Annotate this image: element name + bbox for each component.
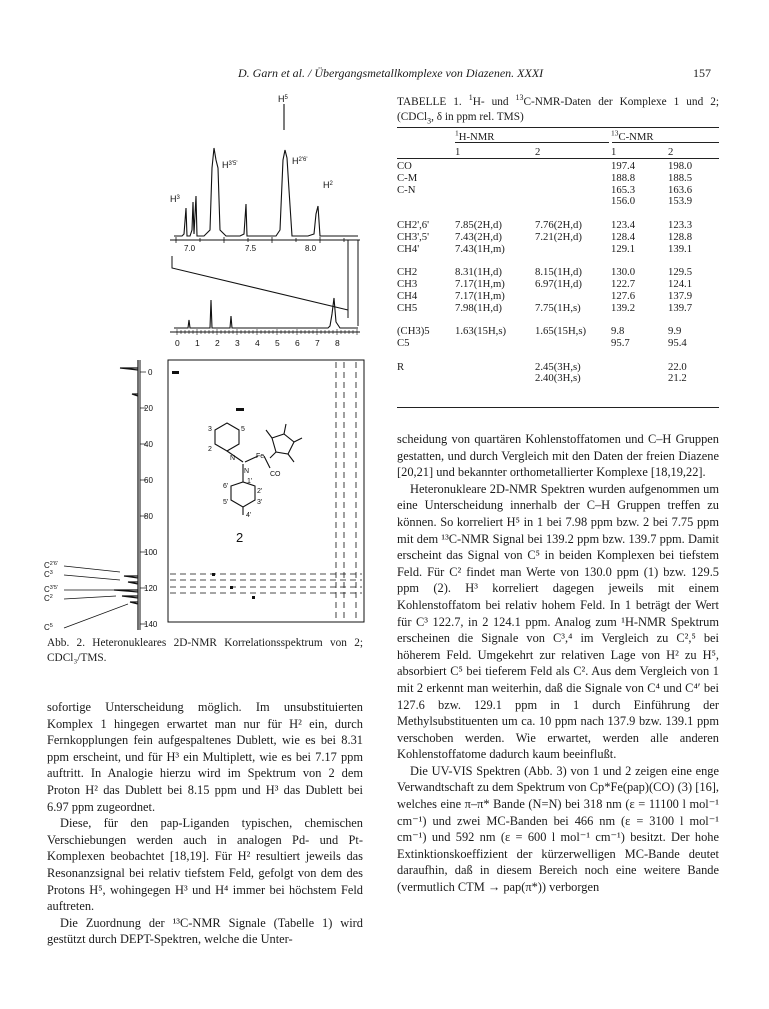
- paragraph: Heteronukleare 2D-NMR Spektren wurden aufgenommen um eine Unterscheidung innerhalb der C–H Gruppen treffen zu können. So korreliert H⁵ in 1 bei 7.98 ppm bzw. 2 bei 7.75 ppm mit dem ¹³C-NMR Signal bei 139.2 ppm bzw. 139.7 ppm. Damit erscheint das Signal von C⁵ in beiden Komplexen bei tiefstem Feld. Für C² findet man Werte von 130.0 ppm (1) bzw. 129.5 ppm (2). H³ korreliert dagegen jeweils mit einem Kohlenstoffatom bei relativ hohem Feld. In 1 beträgt der Wert für C³ 122.7, in 2 124.1 ppm. Analog zum ¹H-NMR Spektrum erscheinen die Signale von C³,⁴ im Vergleich zu C²,⁵ bei höherem Feld. Umgekehrt zur relativen Lage von H² zu H⁵, absorbiert C⁵ bei tieferem Feld als C². Aus dem Vergleich von 1 mit 2 erkennt man weiterhin, daß die Signale von C⁴ und C⁴′ bei 127.6 bzw. 129.1 ppm in 1 durch Einführung der Methylsubstituenten um ca. 10 ppm nach 137.9 bzw. 139.1 ppm verschoben werden. Wie erwartet, werden alle anderen Kohlenstoffatome dadurch kaum beeinflußt.: [397, 481, 719, 762]
- table-row: [397, 373, 719, 385]
- svg-text:3': 3': [257, 499, 263, 506]
- paragraph: sofortige Unterscheidung möglich. Im unsubstituierten Komplex 1 hingegen erwartet man nur für H² ein, durch Fernkopplungen fein aufgespaltenes Dublett, wie es bei 8.31 ppm erscheint, und für H³ ein Multiplett, wie es bei 7.17 ppm auftritt. In Analogie hierzu wird im Spektrum von 2 dem Proton H² das Dublett bei 8.15 ppm und H³ das Dublett bei 6.97 ppm zugeordnet.: [47, 700, 363, 814]
- svg-text:C2'6': $C^{2'6'}$: [44, 561, 58, 570]
- right-column-text: [397, 431, 719, 896]
- peak-label-h5: $H^5$: [278, 94, 288, 104]
- row-label: C-N: [397, 183, 416, 196]
- nmr-figure-svg: [40, 90, 370, 635]
- svg-text:60: 60: [144, 476, 153, 485]
- table-cell: 7.21(2H,d): [535, 230, 582, 243]
- svg-text:4: 4: [255, 338, 260, 348]
- full-spectrum-trace: [174, 298, 358, 328]
- svg-text:5: 5: [275, 338, 280, 348]
- carbon-label-leaders: [64, 566, 128, 628]
- table-cell: 139.7: [668, 301, 693, 314]
- table-cell: 7.98(1H,d): [455, 301, 502, 314]
- table-cell: [611, 350, 668, 362]
- table-cell: 188.5: [668, 171, 693, 184]
- table-cell: 2.40(3H,s): [535, 372, 581, 385]
- table-cell: 137.9: [668, 289, 693, 302]
- table-cell: 198.0: [668, 160, 693, 172]
- table-cell: [611, 362, 668, 374]
- svg-text:8: 8: [335, 338, 340, 348]
- table-cell: [455, 196, 535, 208]
- nmr-figure: [40, 90, 370, 640]
- table-cell: 163.6: [668, 183, 693, 196]
- svg-text:1': 1': [247, 478, 253, 485]
- table-body: [397, 161, 719, 385]
- peak-label-h3: $H^3$: [170, 194, 180, 204]
- svg-text:140: 140: [144, 620, 158, 629]
- svg-text:C3: $C^3$: [44, 570, 53, 579]
- table-cell: 1.65(15H,s): [535, 325, 587, 338]
- peak-label-h2: $H^2$: [323, 180, 333, 190]
- row-label: [397, 196, 455, 208]
- expanded-tick-1: 7.0: [184, 244, 196, 253]
- table-cell: [535, 291, 611, 303]
- table-cell: 129.1: [611, 242, 636, 255]
- svg-text:C3'5': $C^{3'5'}$: [44, 585, 58, 594]
- table-cell: 139.2: [611, 301, 636, 314]
- table-row: [397, 350, 719, 362]
- table-cell: 7.85(2H,d): [455, 218, 502, 231]
- contour-plot-frame: [168, 360, 364, 622]
- table-cell: 122.7: [611, 277, 636, 290]
- table-row: [397, 338, 719, 350]
- row-label: CO: [397, 160, 412, 172]
- table-caption: TABELLE 1. $^1$H- und $^{13}$C-NMR-Daten der Komplexe 1 und 2; (CDCl$_3$, δ in ppm rel. TMS): [397, 93, 719, 125]
- row-label: CH5: [397, 301, 418, 314]
- table-cell: 127.6: [611, 289, 636, 302]
- svg-text:2: 2: [208, 446, 212, 453]
- svg-text:1: 1: [195, 338, 200, 348]
- page-number: 157: [693, 66, 711, 80]
- table-cell: [535, 196, 611, 208]
- table-row: [397, 291, 719, 303]
- table-cell: 153.9: [668, 195, 693, 208]
- table-row: [397, 279, 719, 291]
- svg-text:3: 3: [208, 426, 212, 433]
- svg-text:3: 3: [235, 338, 240, 348]
- svg-text:6': 6': [223, 483, 229, 490]
- table-cell: 139.1: [668, 242, 693, 255]
- table-cell: [535, 173, 611, 185]
- table-cell: [455, 350, 535, 362]
- table-row: [397, 244, 719, 256]
- svg-text:4': 4': [246, 512, 252, 519]
- subcol-h2: 2: [535, 146, 541, 159]
- cross-peaks: [172, 371, 255, 599]
- page-header: [0, 66, 769, 84]
- table-cell: 7.76(2H,d): [535, 218, 582, 231]
- bottom-axis-tick-labels: [175, 338, 340, 348]
- table-top-rule: [397, 127, 719, 128]
- table-cell: 9.8: [611, 325, 625, 338]
- f1-axis-tick-labels: [144, 368, 158, 629]
- svg-text:N: N: [230, 455, 236, 462]
- table-cell: 8.15(1H,d): [535, 266, 582, 279]
- table-cell: 130.0: [611, 266, 636, 279]
- table-cell: [535, 185, 611, 197]
- carbon-projection-trace: [114, 360, 138, 630]
- paragraph: scheidung von quartären Kohlenstoffatomen und C–H Gruppen gestatten, und durch Vergleich mit den Daten der freien Diazene [20,21] und bekannter orthometallierter Komplexe [18,19,22].: [397, 432, 719, 480]
- table-cell: 7.43(2H,d): [455, 230, 502, 243]
- table-row: [397, 196, 719, 208]
- table-cell: [535, 338, 611, 350]
- row-label: CH2: [397, 266, 418, 279]
- row-label: C-M: [397, 171, 418, 184]
- table-cell: [455, 373, 535, 385]
- row-label: (CH3)5: [397, 325, 430, 338]
- svg-text:0: 0: [148, 368, 153, 377]
- table-cell: [455, 173, 535, 185]
- table-cell: [535, 350, 611, 362]
- table-cell: 2.45(3H,s): [535, 360, 581, 373]
- row-label: C5: [397, 336, 410, 349]
- svg-text:Fe: Fe: [256, 453, 265, 460]
- svg-text:2': 2': [257, 488, 263, 495]
- svg-text:6: 6: [295, 338, 300, 348]
- svg-text:N: N: [244, 468, 250, 475]
- table-cell: 123.4: [611, 218, 636, 231]
- table-cell: 95.7: [611, 336, 630, 349]
- nmr-data-table: [397, 130, 719, 385]
- table-cell: [455, 338, 535, 350]
- expansion-lines: [172, 240, 358, 326]
- svg-text:7: 7: [315, 338, 320, 348]
- table-cell: 197.4: [611, 160, 636, 172]
- svg-text:5: 5: [241, 426, 245, 433]
- svg-text:80: 80: [144, 512, 153, 521]
- proton-spectrum-trace: [174, 148, 358, 236]
- svg-text:C5: $C^5$: [44, 623, 53, 632]
- table-cell: [611, 373, 668, 385]
- table-cell: 21.2: [668, 372, 687, 385]
- svg-text:CO: CO: [270, 471, 281, 478]
- expanded-tick-3: 8.0: [305, 244, 317, 253]
- table-cell: 95.4: [668, 336, 687, 349]
- paragraph: Die UV-VIS Spektren (Abb. 3) von 1 und 2 zeigen eine enge Verwandtschaft zu dem Spektrum von Cp*Fe(pap)(CO) (3) [16], welches eine π–π* Bande (N=N) bei 318 nm (ε = 11100 l mol⁻¹ cm⁻¹) und zwei MC-Banden bei 466 nm (ε = 3100 l mol⁻¹ cm⁻¹) und 592 nm (ε = 600 l mol⁻¹ cm⁻¹) besitzt. Der hohe Extinktionskoeffizient der kürzerwelligen MC-Bande deutet daraufhin, daß in diesem Bereich noch eine weitere Bande (vermutlich CTM → pap(π*)) verborgen: [397, 763, 719, 895]
- table-row: [397, 220, 719, 232]
- svg-text:0: 0: [175, 338, 180, 348]
- carbon-peak-labels: [44, 561, 58, 632]
- svg-text:40: 40: [144, 440, 153, 449]
- table-cell: 7.17(1H,m): [455, 277, 505, 290]
- svg-text:C2: $C^2$: [44, 594, 53, 603]
- table-cell: 188.8: [611, 171, 636, 184]
- row-label: CH4': [397, 242, 420, 255]
- table-cell: 128.4: [611, 230, 636, 243]
- guide-lines: [170, 362, 362, 620]
- c-nmr-header: $^{13}$C-NMR: [611, 128, 654, 143]
- svg-text:100: 100: [144, 548, 158, 557]
- row-label: CH4: [397, 289, 418, 302]
- table-cell: 165.3: [611, 183, 636, 196]
- expanded-tick-2: 7.5: [245, 244, 257, 253]
- table-cell: 8.31(1H,d): [455, 266, 502, 279]
- table-cell: 6.97(1H,d): [535, 277, 582, 290]
- subcol-c2: 2: [668, 146, 674, 159]
- row-label: [397, 350, 455, 362]
- table-cell: 124.1: [668, 277, 693, 290]
- running-title: D. Garn et al. / Übergangsmetallkomplexe von Diazenen. XXXI: [238, 66, 544, 80]
- table-cell: [455, 185, 535, 197]
- row-label: [397, 373, 455, 385]
- table-cell: [455, 161, 535, 173]
- table-row: [397, 303, 719, 315]
- row-label: CH3',5': [397, 230, 430, 243]
- subcol-c1: 1: [611, 146, 617, 159]
- row-label: CH2',6': [397, 218, 430, 231]
- svg-text:2: 2: [215, 338, 220, 348]
- compound-number: 2: [236, 530, 244, 545]
- table-cell: [535, 244, 611, 256]
- row-label: CH3: [397, 277, 418, 290]
- table-cell: [455, 362, 535, 374]
- table-cell: 129.5: [668, 266, 693, 279]
- table-cell: [535, 161, 611, 173]
- table-cell: 1.63(15H,s): [455, 325, 507, 338]
- peak-label-h26: $H^{2'6'}$: [292, 156, 308, 166]
- table-cell: 9.9: [668, 325, 682, 338]
- h-nmr-header: $^1$H-NMR: [455, 128, 495, 143]
- table-cell: 156.0: [611, 195, 636, 208]
- table-cell: 22.0: [668, 360, 687, 373]
- svg-text:120: 120: [144, 584, 158, 593]
- svg-text:5': 5': [223, 499, 229, 506]
- peak-label-h35: $H^{3'5'}$: [222, 160, 238, 170]
- paragraph: Die Zuordnung der ¹³C-NMR Signale (Tabelle 1) wird gestützt durch DEPT-Spektren, welche die Unter-: [47, 915, 363, 947]
- table-row: [397, 232, 719, 244]
- row-label: R: [397, 360, 405, 373]
- table-cell: [668, 350, 719, 362]
- table-cell: 7.43(1H,m): [455, 242, 505, 255]
- table-cell: 128.8: [668, 230, 693, 243]
- table-cell: 7.17(1H,m): [455, 289, 505, 302]
- table-bottom-rule: [397, 407, 719, 408]
- subcol-h1: 1: [455, 146, 461, 159]
- table-cell: 123.3: [668, 218, 693, 231]
- table-row: [397, 173, 719, 185]
- figure-caption: Abb. 2. Heteronukleares 2D-NMR Korrelationsspektrum von 2; CDCl₃/TMS.: [47, 637, 363, 664]
- structure-labels: [208, 426, 281, 519]
- table-cell: 7.75(1H,s): [535, 301, 581, 314]
- left-column-text: [47, 699, 363, 948]
- svg-text:20: 20: [144, 404, 153, 413]
- paragraph: Diese, für den pap-Liganden typischen, chemischen Verschiebungen werden auch in analogen Pd- und Pt-Komplexen beobachtet [18,19]. Für H² resultiert jeweils das Resonanzsignal bei relativ tiefstem Feld, gefolgt von dem des Protons H⁵, wohingegen H³ und H⁴ immer bei höchstem Feld auftreten.: [47, 816, 363, 914]
